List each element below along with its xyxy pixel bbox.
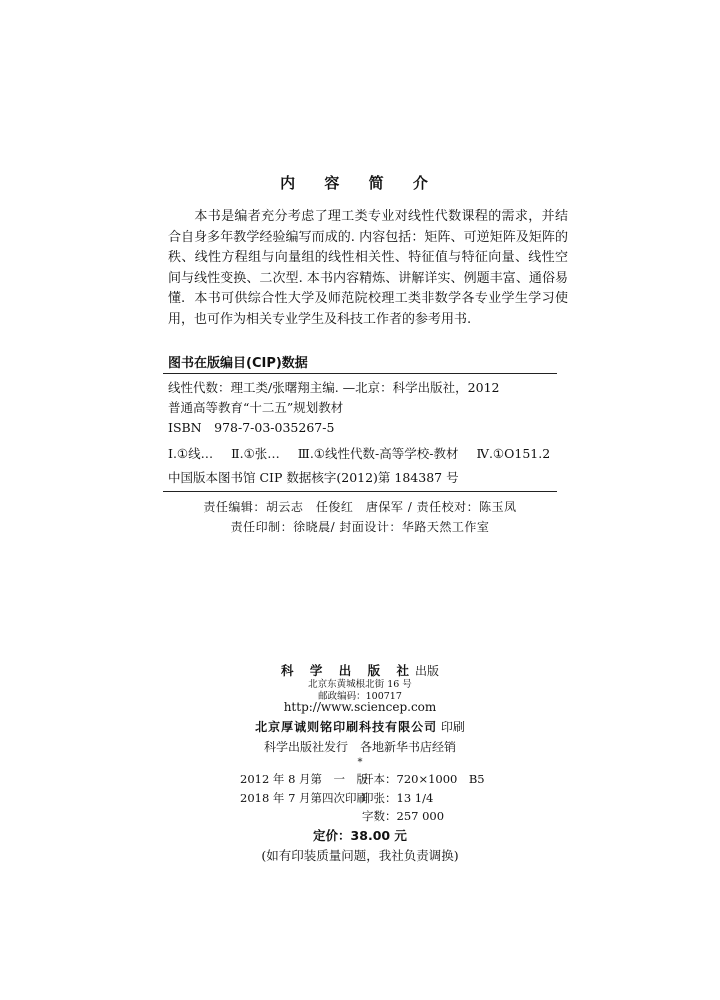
cip-bottom-rule: [163, 491, 557, 492]
cip-classifications: [168, 444, 564, 462]
summary-paragraph-2: [168, 289, 568, 330]
publisher-name: 科 学 出 版 社: [281, 663, 415, 678]
format-size: 开本：720×1000 B5: [362, 772, 485, 786]
quality-note: (如有印装质量问题，我社负责调换): [261, 848, 459, 863]
cip-record-line-2: 普通高等教育“十二五”规划教材: [168, 400, 344, 415]
classification-4: Ⅳ.①O151.2: [476, 446, 551, 461]
cip-isbn: ISBN 978-7-03-035267-5: [168, 420, 335, 435]
summary-text-1: 本书是编者充分考虑了理工类专业对线性代数课程的需求，并结合自身多年教学经验编写而成的. 内容包括：矩阵、可逆矩阵及矩阵的秩、线性方程组与向量组的线性相关性、特征值与特征向量、线性空间与线性变换、二次型. 本书内容精炼、讲解详实、例题丰富、通俗易懂.: [168, 209, 568, 306]
publisher-address: 北京东黄城根北街 16 号: [308, 679, 412, 690]
publisher-url: http://www.sciencep.com: [283, 700, 437, 714]
cip-record-line-1: 线性代数：理工类/张曙翔主编. —北京：科学出版社，2012: [168, 380, 500, 395]
cip-number: 中国版本图书馆 CIP 数据核字(2012)第 184387 号: [168, 470, 459, 485]
classification-1: Ⅰ.①线…: [168, 446, 214, 461]
page-title: 内 容 简 介: [280, 174, 440, 192]
word-count: 字数：257 000: [362, 809, 445, 823]
printed-sheets: 印张：13 1/4: [362, 791, 434, 805]
edition-line-1: [240, 771, 485, 787]
separator-star: *: [357, 757, 363, 768]
cip-heading: 图书在版编目(CIP)数据: [168, 356, 308, 371]
publisher-postcode: 邮政编码：100717: [318, 691, 402, 702]
printer-name: 北京厚诚则铭印刷科技有限公司: [255, 720, 438, 734]
summary-text-2: 本书可供综合性大学及师范院校理工类非数学各专业学生学习使用，也可作为相关专业学生及科技工作者的参考用书.: [168, 291, 568, 327]
classification-2: Ⅱ.①张…: [231, 446, 280, 461]
edition-line-2: [240, 790, 433, 806]
edition-date: 2012 年 8 月第 一 版: [240, 772, 369, 786]
cip-top-rule: [163, 373, 557, 374]
responsibility-line-2: 责任印制：徐晓晨/ 封面设计：华路天然工作室: [230, 520, 490, 534]
publisher-suffix: 出版: [414, 664, 439, 678]
price: 定价：38.00 元: [313, 828, 407, 843]
classification-3: Ⅲ.①线性代数-高等学校-教材: [297, 446, 459, 461]
printer-line: [0, 718, 720, 735]
responsibility-line-1: 责任编辑：胡云志 任俊红 唐保军 / 责任校对：陈玉凤: [203, 500, 517, 514]
printing-date: 2018 年 7 月第四次印刷: [240, 791, 369, 805]
printer-suffix: 印刷: [440, 720, 465, 734]
distribution-line: 科学出版社发行 各地新华书店经销: [263, 740, 456, 754]
